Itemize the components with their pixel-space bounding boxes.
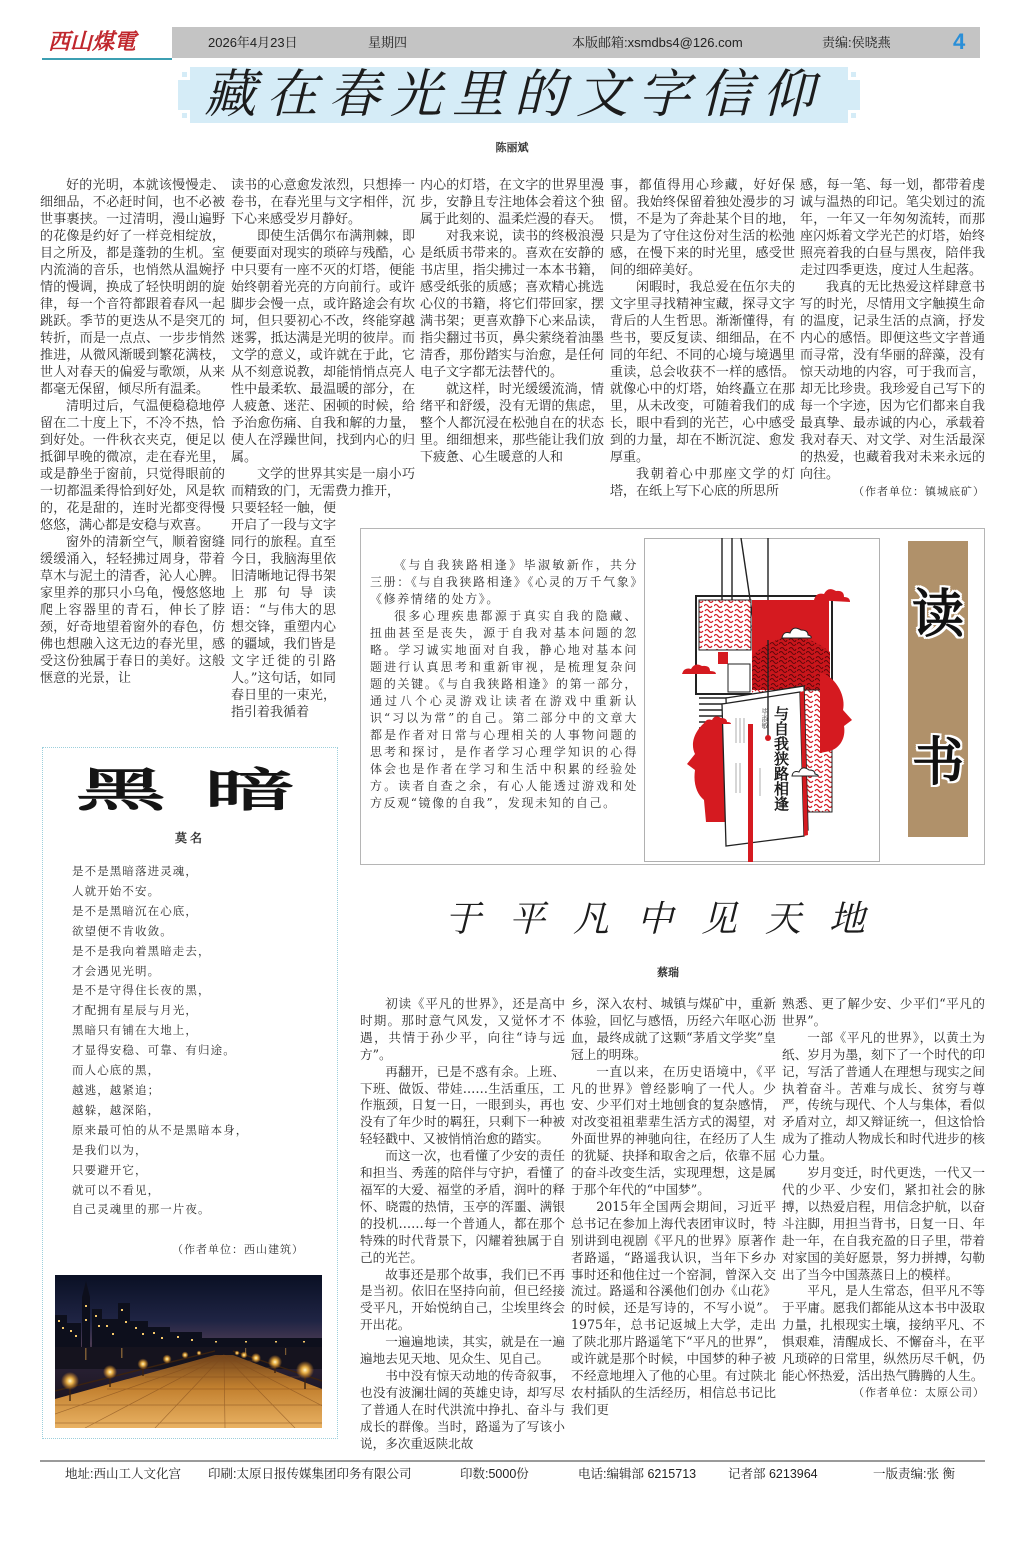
article1-affiliation: （作者单位：镇城底矿）: [853, 485, 985, 498]
poem-line: 只要避开它，: [72, 1162, 148, 1177]
section-label-reading: [908, 541, 968, 837]
book-cover-illustration: [644, 538, 880, 862]
page-number: 4: [953, 29, 966, 54]
article2-paragraph: 一遍遍地读，其实，就是在一遍遍地去见天地、见众生、见自己。: [360, 1334, 565, 1367]
poem-line: 是不是我向着黑暗走去，: [72, 943, 211, 958]
issue-weekday: 星期四: [368, 35, 408, 50]
article2-author: 蔡瑞: [657, 966, 679, 979]
footer-front-page-editor: 一版责编:张 衡: [873, 1467, 955, 1481]
article1-column-5: [800, 177, 985, 500]
banner-tab-right: [848, 80, 860, 110]
poem-line: 才配拥有星辰与月光，: [72, 1003, 198, 1018]
banner-notch: [851, 113, 856, 118]
article1-paragraph: 窗外的清新空气，顺着窗缝缓缓涌入，轻轻拂过周身，带着草木与泥土的清香，沁人心脾。家里养的那只小乌龟，慢悠悠地爬上容器里的青石，伸长了脖颈，好奇地望着窗外的春色，仿佛也想融入这无边的春光里，感受这份独属于春日的美好。这般惬意的光景，让: [40, 535, 225, 686]
poem-line: 而人心底的黑，: [72, 1063, 161, 1078]
pattern-panel-left: [699, 600, 751, 650]
red-vertical-bar: [748, 724, 753, 862]
section-editor: 责编:侯晓燕: [822, 35, 891, 50]
article1-paragraph: 我真的无比热爱这样肆意书写的时光，尽情用文字触摸生命的温度，记录生活的点滴，抒发内心的感悟。即便这些文字普通而寻常，没有华丽的辞藻，没有惊天动地的内容，可于我而言，却无比珍贵。我珍爱自己写下的每一个字迹，因为它们都来自我最真挚、最赤诚的内心，承载着我对春天、对文学、对生活最深的热爱，也藏着我对未来永远的向往。: [800, 280, 985, 482]
poem-line: 是不是黑暗落进灵魂，: [72, 864, 198, 878]
section-label-char: 读: [911, 585, 964, 645]
poem-line: 原来最可怕的从不是黑暗本身，: [72, 1122, 249, 1137]
book-review-paragraph: 《与自我狭路相逢》毕淑敏新作，共分三册：《与自我狭路相逢》《心灵的万千气象》《修养情绪的处方》。: [370, 558, 638, 606]
article2-paragraph-continued: 乡，深入农村、城镇与煤矿中，重新体验，回忆与感悟，历经六年呕心沥血，最终成就了这颗“茅盾文学奖”皇冠上的明珠。: [571, 996, 776, 1062]
article2-affiliation: （作者单位：太原公司）: [853, 1385, 985, 1399]
issue-date: 2026年4月23日: [208, 35, 298, 50]
banner-notch: [182, 113, 187, 118]
book-review-paragraph: 很多心理疾患都源于真实自我的隐藏、扭曲甚至是丧失，源于自我对基本问题的忽略。学习诚实地面对自我，静心地对基本问题进行认真思考和重新审视，是梳理复杂问题的关键。《与自我狭路相逢》的第一部分，通过八个心灵游戏让读者在游戏中重新认识“习以为常”的自己。第二部分中的文章大都是作者对日常与心理相关的人事物问题的思考和探讨，是作者学习心理学知识的心得体会也是作者在学习和生活中积累的经验处方。读者自查之余，有心人能透过游戏和处方反观“镜像的自我”，发现未知的自己。: [370, 609, 638, 810]
poem-line: 越逃，越紧追；: [72, 1082, 161, 1097]
article2-column-1: [360, 996, 565, 1452]
article1-paragraph: 对我来说，读书的终极浪漫是纸质书带来的。喜欢在安静的书店里，指尖拂过一本本书籍，感受纸张的质感；喜欢精心挑选心仪的书籍，将它们带回家，摆满书架；更喜欢静下心来品读，指尖翻过书页，鼻尖萦绕着油墨清香，那份踏实与治愈，是任何电子文字都无法替代的。: [420, 229, 604, 380]
article2-paragraph: 初读《平凡的世界》，还是高中时期。那时意气风发，又觉怀才不遇，共情于孙少平，向往“诗与远方”。: [360, 996, 565, 1062]
poem-line: 自己灵魂里的那一片夜。: [72, 1202, 211, 1217]
author-seal: [765, 735, 771, 741]
article2-paragraph: 一部《平凡的世界》，以黄土为纸、岁月为墨，刻下了一个时代的印记，写活了普通人在理想与现实之间执着奋斗。苦难与成长、贫穷与尊严，传统与现代、个人与集体，看似矛盾对立，却又辩证统一，但这恰恰成为了推动人物成长和时代进步的核心力量。: [782, 1029, 985, 1164]
poem-line: 才会遇见光明。: [72, 963, 161, 978]
poem-title: 黑暗: [76, 763, 334, 817]
logo-underline: [42, 58, 172, 60]
article1-title: 藏在春光里的文字信仰: [204, 65, 825, 125]
night-pier-photo: [55, 1275, 322, 1428]
article1-paragraph: 文学的世界其实是一扇小巧而精致的门，无需费力推开，: [231, 467, 415, 499]
article1-paragraph: 清明过后，气温便稳稳地停留在二十度上下，不冷不热，恰到好处。一件秋衣夹克，便足以抵御早晚的微凉，走在春光里，或是静坐于窗前，只觉得眼前的一切都温柔得恰到好处，风是软的，花是甜的，连时光都变得慢悠悠，满心都是安稳与欢喜。: [40, 399, 225, 533]
article1-paragraph: 即使生活偶尔布满荆棘，即便要面对现实的琐碎与残酷，心中只要有一座不灭的灯塔，便能始终朝着光亮的方向前行。或许脚步会慢一点，或许路途会有坎坷，但只要初心不改，终能穿越迷雾，抵达满是光明的彼岸。而文学的意义，或许就在于此，它从不刻意说教，却能悄悄点亮人性中最柔软、最温暖的部分，在人疲惫、迷茫、困顿的时候，给予治愈伤痛、自我和解的力量，使人在浮躁世间，找到内心的归属。: [231, 229, 415, 465]
article1-paragraph: 好的光明，本就该慢慢走、细细品，不必赶时间，也不必被世事裹挟。一过清明，漫山遍野的花像是约好了一样竞相绽放，目之所及，都是蓬勃的生机。室内流淌的音乐，也悄然从温婉抒情的慢调，换成了轻快明朗的旋律，每一个音符都跟着春风一起跳跃。季节的更迭从不是突兀的转折，而是一点点、一步步悄然推进，从微风渐暖到繁花满枝，世人对春天的偏爱与歌颂，从来都毫无保留，倾尽所有温柔。: [40, 178, 225, 397]
article1-paragraph-continued: 只要轻轻一触，便开启了一段与文字同行的旅程。直至今日，我脑海里依旧清晰地记得书架上那句导读语：“与伟大的思想交锋，重塑内心的疆域，我们皆是文字迁徙的引路人。”这句话，如同春日里的一束光，指引着我循着: [231, 501, 336, 720]
poem-line: 越躲，越深陷，: [72, 1102, 161, 1117]
poem-affiliation: （作者单位：西山建筑）: [172, 1243, 304, 1256]
footer-circulation: 印数:5000份: [460, 1467, 529, 1481]
article1-column-3: [420, 177, 604, 466]
article2-column-2: [571, 996, 776, 1419]
article1-paragraph: 就这样，时光缓缓流淌，情绪平和舒缓，没有无谓的焦虑，整个人都沉浸在松弛自在的状态里。细细想来，那些能让我们放下疲惫、心生暖意的人和: [420, 382, 604, 465]
poem-line: 才显得安稳、可靠、有归途。: [72, 1043, 236, 1058]
article1-column-1: [40, 177, 225, 687]
footer-printer: 印刷:太原日报传媒集团印务有限公司: [208, 1467, 412, 1481]
article1-paragraph-continued: 感，每一笔、每一划，都带着虔诚与温热的印记。笔尖划过的流年，一年又一年匆匆流转，而那座闪烁着文学光芒的灯塔，始终照亮着我的白昼与黑夜，陪伴我走过四季更迭，度过人生起落。: [800, 178, 985, 278]
banner-notch: [182, 72, 187, 77]
white-square: [728, 664, 750, 692]
article1-paragraph: 闲暇时，我总爱在伍尔夫的文字里寻找精神宝藏，探寻文字背后的人生哲思。渐渐懂得，有些书，要反复读、细细品，在不同的年纪、不同的心境与境遇里重读，总会收获不一样的感悟。就像心中的灯塔，始终矗立在那里，从未改变，可随着我们的成长，眼中看到的光芒，心中感受到的力量，却在不断沉淀、愈发厚重。: [610, 280, 795, 465]
article1-paragraph-continued: 读书的心意愈发浓烈，只想捧一卷书，在春光里与文字相伴，沉下心来感受岁月静好。: [231, 178, 415, 227]
footer-rule: [40, 1460, 985, 1462]
poem-line: 黑暗只有铺在大地上，: [72, 1023, 198, 1038]
poem-author: 莫名: [174, 831, 205, 845]
poem-line: 人就开始不安。: [72, 883, 161, 898]
article2-paragraph: 岁月变迁，时代更迭，一代又一代的少平、少安们，紧扣社会的脉搏，以热爱启程，用信念护航，以奋斗注脚，用担当背书，日复一日、年赴一年，在自我充盈的日子里，带着对家国的美好愿景，努力拼搏，勾勒出了当今中国蒸蒸日上的模样。: [782, 1165, 985, 1282]
footer-reporter-phone: 记者部 6213964: [728, 1467, 818, 1481]
article2-paragraph: 平凡，是人生常态，但平凡不等于平庸。愿我们都能从这本书中汲取力量，扎根现实土壤，接纳平凡、不惧艰难，清醒成长、不懈奋斗，在平凡琐碎的日常里，纵然历尽千帆，仍能心怀热爱，活出热气腾腾的人生。: [782, 1283, 985, 1383]
red-square: [718, 652, 728, 664]
article1-author: 陈丽斌: [495, 141, 529, 154]
article2-paragraph: 而这一次，也看懂了少安的责任和担当、秀莲的陪伴与守护，看懂了福军的大爱、福堂的矛盾，润叶的释怀、晓霞的热情，玉亭的浑噩、满银的投机……每一个普通人，都在那个特殊的时代背景下，闪耀着独属于自己的光芒。: [360, 1148, 565, 1265]
poem-line: 是不是守得住长夜的黑，: [72, 983, 211, 998]
article1-column-2-narrow: [231, 500, 336, 721]
section-label-char: 书: [911, 733, 964, 793]
article1-title-banner: [178, 67, 860, 123]
article1-column-2: [231, 177, 415, 500]
book-review-text: [370, 557, 638, 812]
banner-notch: [851, 72, 856, 77]
footer-address: 地址:西山工人文化宫: [65, 1467, 181, 1481]
footer-phone: 电话:编辑部 6215713: [578, 1467, 697, 1481]
article1-paragraph: 我朝着心中那座文学的灯塔，在纸上写下心底的所思所: [610, 467, 795, 499]
poem-line: 就可以不看见，: [72, 1182, 161, 1197]
poem-body: [72, 862, 322, 1220]
article1-paragraph-continued: 内心的灯塔，在文字的世界里漫步，安静且专注地体会着这个独属于此刻的、温柔烂漫的春天。: [420, 178, 604, 227]
book-cover-title: 与自我狭路相逢: [772, 706, 790, 811]
article1-paragraph-continued: 事，都值得用心珍藏，好好保留。我始终保留着独处漫步的习惯，不是为了奔赴某个目的地，只是为了守住这份对生活的松弛感，在慢下来的时光里，感受世间的细碎美好。: [610, 178, 795, 278]
poem-line: 是我们以为，: [72, 1142, 148, 1157]
article2-paragraph: 一直以来，在历史语境中，《平凡的世界》曾经影响了一代人。少安、少平们对土地刨食的复杂感情，对改变祖祖辈辈生活方式的渴望，对外面世界的神驰向往，在经历了人生的犹疑、抉择和取舍之后，依靠不屈的奋斗改变生活，实现理想，这是属于那个年代的“中国梦”。: [571, 1063, 776, 1197]
article2-paragraph: 书中没有惊天动地的传奇叙事，也没有波澜壮阔的英雄史诗，却写尽了普通人在时代洪流中挣扎、奋斗与成长的群像。当时，路遥为了写该小说，多次重返陕北故: [360, 1367, 565, 1451]
article2-title: 于平凡中见天地: [445, 899, 894, 940]
article2-column-3: [782, 996, 985, 1402]
poem-line: 是不是黑暗沉在心底，: [72, 903, 198, 918]
article1-column-4: [610, 177, 795, 500]
book-cover-author: 毕淑敏: [761, 708, 769, 729]
article2-paragraph: 故事还是那个故事，我们已不再是当初。依旧在坚持向前，但已经接受平凡，开始悦纳自己，尘埃里终会开出花。: [360, 1266, 565, 1333]
article2-paragraph: 2015年全国两会期间，习近平总书记在参加上海代表团审议时，特别讲到电视剧《平凡的世界》原著作者路遥，“路遥我认识，当年下乡办事时还和他住过一个窑洞，曾深入交流过。路遥和谷溪他们创办《山花》的时候，还是写诗的，不写小说”。1975年，总书记返城上大学，走出了陕北那片路遥笔下“平凡的世界”，或许就是那个时候，中国梦的种子被不经意地埋入了他的心里。有过陕北农村插队的生活经历，相信总书记比我们更: [571, 1198, 776, 1417]
header-bar: [172, 27, 980, 58]
section-email: 本版邮箱:xsmdbs4@126.com: [572, 35, 743, 50]
article2-paragraph: 再翻开，已是不惑有余。上班、下班、做饭、带娃……生活重压，工作瓶颈，日复一日，一眼到头，再也没有了年少时的羁狂，只剩下一种被轻轻戳中、又被悄悄治愈的踏实。: [360, 1063, 565, 1147]
article2-paragraph-continued: 熟悉、更了解少安、少平们“平凡的世界”。: [782, 996, 985, 1028]
banner-tab-left: [178, 80, 190, 110]
poem-line: 欲望便不肯收敛。: [72, 923, 173, 938]
newspaper-logo: 西山煤電: [48, 29, 137, 55]
